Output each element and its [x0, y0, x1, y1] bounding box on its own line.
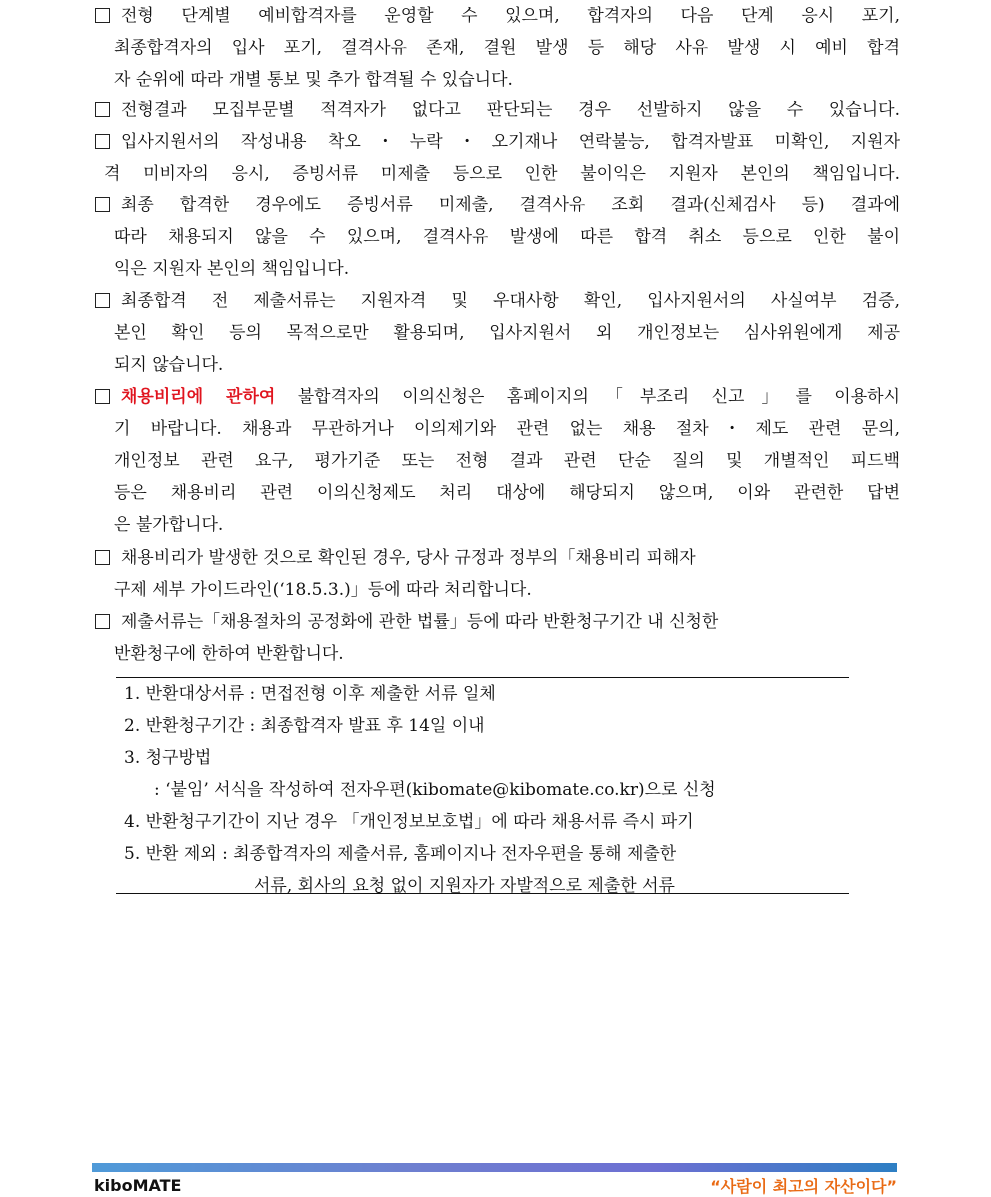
checkbox-icon [95, 550, 110, 565]
footer-slogan: “사람이 최고의 자산이다” [710, 1177, 897, 1196]
list-item: 서류, 회사의 요청 없이 지원자가 자발적으로 제출한 서류 [254, 876, 675, 896]
notice-item-1 [95, 0, 900, 96]
list-item: : ‘붙임’ 서식을 작성하여 전자우편(kibomate@kibomate.co.kr)으로 신청 [154, 780, 716, 800]
notice-line: 채용비리가 발생한 것으로 확인된 경우, 당사 규정과 정부의「채용비리 피해자 [95, 542, 900, 574]
notice-line: 따라 채용되지 않을 수 있으며, 결격사유 발생에 따른 합격 취소 등으로 인한 불이 [114, 227, 900, 247]
notice-line: 입사지원서의 작성내용 착오・누락・오기재나 연락불능, 합격자발표 미확인, 지원자 [95, 126, 900, 158]
notice-item-4 [95, 189, 900, 285]
return-procedure-list [116, 677, 849, 894]
notice-item-2 [95, 94, 900, 126]
notice-line: 최종합격자의 입사 포기, 결격사유 존재, 결원 발생 등 해당 사유 발생 시 예비 합격 [114, 38, 900, 58]
notice-line: 개인정보 관련 요구, 평가기준 또는 전형 결과 관련 단순 질의 및 개별적인 피드백 [114, 451, 900, 471]
checkbox-icon [95, 8, 110, 23]
list-item: 3. 청구방법 [124, 748, 212, 768]
notice-line: 전형 단계별 예비합격자를 운영할 수 있으며, 합격자의 다음 단계 응시 포기, [95, 0, 900, 32]
notice-line: 자 순위에 따라 개별 통보 및 추가 합격될 수 있습니다. [114, 70, 513, 90]
notice-line: 전형결과 모집부문별 적격자가 없다고 판단되는 경우 선발하지 않을 수 있습니다. [95, 94, 900, 126]
notice-item-7 [95, 542, 900, 606]
notice-line: 등은 채용비리 관련 이의신청제도 처리 대상에 해당되지 않으며, 이와 관련한 답변 [114, 483, 900, 503]
checkbox-icon [95, 134, 110, 149]
notice-line: 제출서류는「채용절차의 공정화에 관한 법률」등에 따라 반환청구기간 내 신청한 [95, 606, 900, 638]
checkbox-icon [95, 614, 110, 629]
footer-gradient-bar [92, 1163, 897, 1172]
notice-item-3 [95, 126, 900, 190]
list-item: 2. 반환청구기간 : 최종합격자 발표 후 14일 이내 [124, 716, 485, 736]
notice-item-6 [95, 381, 900, 541]
notice-item-5 [95, 285, 900, 381]
list-item: 4. 반환청구기간이 지난 경우 「개인정보보호법」에 따라 채용서류 즉시 파기 [124, 812, 694, 832]
notice-line: 기 바랍니다. 채용과 무관하거나 이의제기와 관련 없는 채용 절차・제도 관련 문의, [114, 419, 900, 439]
highlight-text: 채용비리에 관하여 [121, 387, 276, 407]
checkbox-icon [95, 197, 110, 212]
footer-brand: kiboMATE [94, 1176, 182, 1195]
notice-line: 은 불가합니다. [114, 515, 224, 535]
checkbox-icon [95, 102, 110, 117]
notice-line: 되지 않습니다. [114, 355, 224, 375]
notice-line: 채용비리에 관하여 불합격자의 이의신청은 홈페이지의「부조리 신고」를 이용하시 [95, 381, 900, 413]
notice-line: 구제 세부 가이드라인(‘18.5.3.)」등에 따라 처리합니다. [114, 580, 532, 600]
checkbox-icon [95, 293, 110, 308]
checkbox-icon [95, 389, 110, 404]
notice-line: 최종 합격한 경우에도 증빙서류 미제출, 결격사유 조회 결과(신체검사 등) 결과에 [95, 189, 900, 221]
notice-line: 최종합격 전 제출서류는 지원자격 및 우대사항 확인, 입사지원서의 사실여부 검증, [95, 285, 900, 317]
notice-line: 격 미비자의 응시, 증빙서류 미제출 등으로 인한 불이익은 지원자 본인의 책임입니다. [104, 164, 900, 184]
notice-line: 익은 지원자 본인의 책임입니다. [114, 259, 350, 279]
list-item: 1. 반환대상서류 : 면접전형 이후 제출한 서류 일체 [124, 684, 496, 704]
list-item: 5. 반환 제외 : 최종합격자의 제출서류, 홈페이지나 전자우편을 통해 제출한 [124, 844, 677, 864]
notice-item-8 [95, 606, 900, 670]
notice-line: 반환청구에 한하여 반환합니다. [114, 644, 344, 664]
notice-line: 본인 확인 등의 목적으로만 활용되며, 입사지원서 외 개인정보는 심사위원에게 제공 [114, 323, 900, 343]
